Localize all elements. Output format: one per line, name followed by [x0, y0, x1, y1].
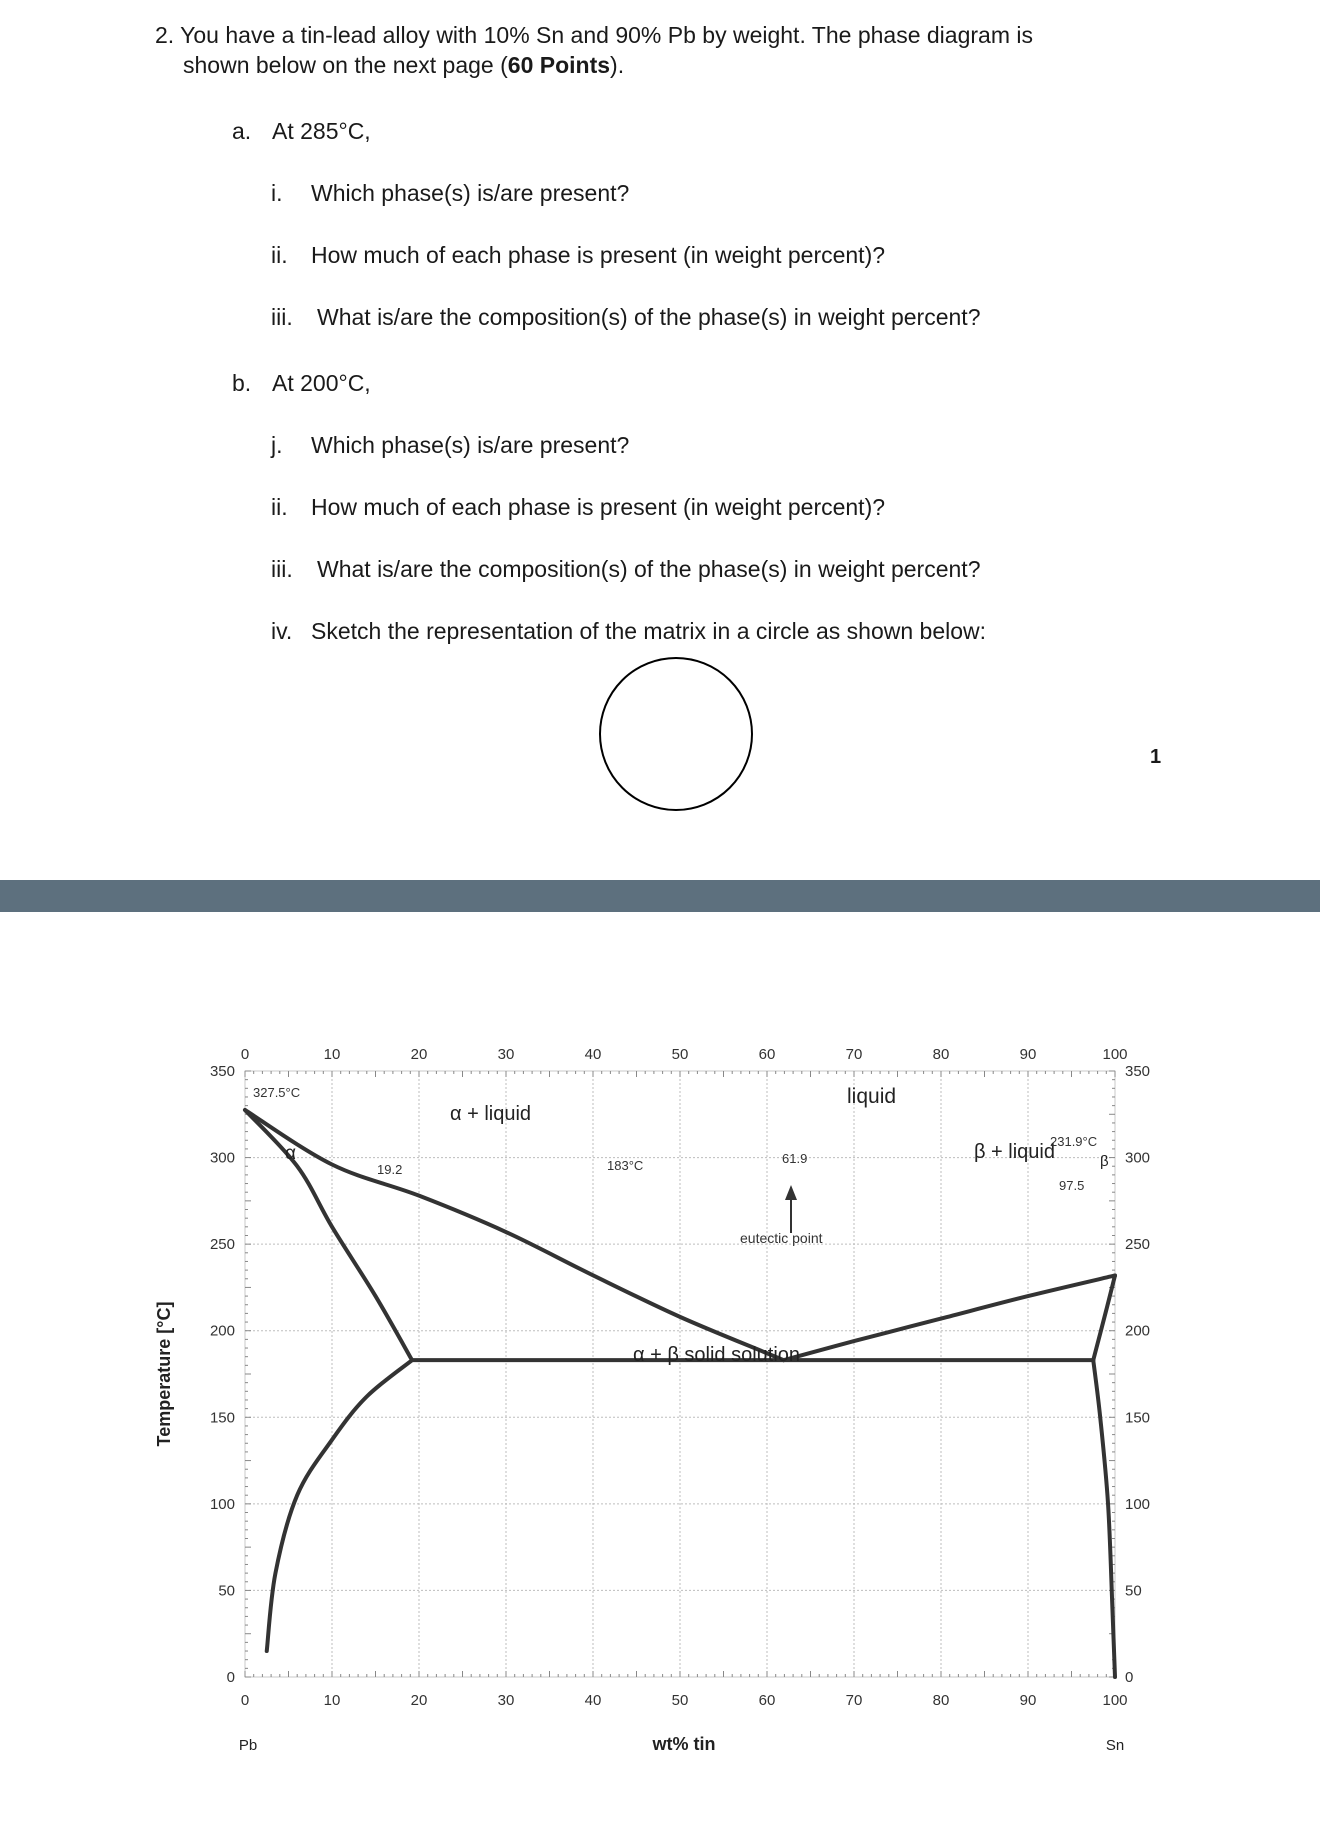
- x-tick-label-bottom: 40: [584, 1692, 602, 1709]
- curve-liquidus-left: [245, 1110, 784, 1360]
- x-axis-label: wt% tin: [652, 1734, 716, 1754]
- x-tick-label-top: 0: [240, 1046, 250, 1063]
- item-marker: iii.: [271, 304, 293, 330]
- y-axis-label: Temperature [°C]: [154, 1301, 174, 1447]
- y-tick-label-left: 0: [226, 1669, 235, 1686]
- x-tick-label-bottom: 50: [671, 1692, 689, 1709]
- curve-solidus-alpha: [245, 1110, 412, 1360]
- page-divider: [0, 880, 1320, 912]
- region-alpha: α: [285, 1143, 296, 1164]
- item-marker: i.: [271, 180, 283, 206]
- curve-solidus-beta: [1093, 1275, 1115, 1360]
- x-tick-label-top: 70: [845, 1046, 863, 1063]
- x-tick-label-top: 60: [758, 1046, 776, 1063]
- phase-diagram: [140, 1030, 1200, 1810]
- curve-liquidus-right: [784, 1275, 1115, 1360]
- x-tick-label-top: 50: [671, 1046, 689, 1063]
- page-number: 1: [1150, 746, 1162, 768]
- region-alpha-liquid: α + liquid: [450, 1103, 532, 1125]
- part-a-item-i: [271, 178, 629, 208]
- region-beta-liquid: β + liquid: [974, 1141, 1055, 1163]
- annot-eutectic-point: eutectic point: [740, 1230, 823, 1246]
- part-b-item-j: [271, 430, 629, 460]
- x-tick-label-bottom: 100: [1102, 1692, 1128, 1709]
- item-text: Sketch the representation of the matrix in a circle as shown below:: [311, 618, 987, 644]
- points-label: 60 Points: [507, 52, 611, 78]
- x-tick-label-top: 20: [410, 1046, 428, 1063]
- region-beta: β: [1100, 1153, 1109, 1170]
- annot-alpha-max: 19.2: [377, 1162, 403, 1177]
- annot-sn-melting: 231.9°C: [1050, 1134, 1098, 1149]
- x-tick-label-top: 10: [323, 1046, 341, 1063]
- y-tick-label-left: 150: [209, 1409, 235, 1427]
- question-intro-line1: 2. You have a tin-lead alloy with 10% Sn and 90% Pb by weight. The phase diagram is: [155, 22, 1033, 48]
- annot-eutectic-temp: 183°C: [607, 1158, 644, 1173]
- region-alpha-beta: α + β solid solution: [633, 1344, 801, 1366]
- y-tick-label-left: 350: [209, 1063, 235, 1080]
- y-tick-label-right: 300: [1125, 1149, 1151, 1167]
- annot-beta-max: 97.5: [1059, 1178, 1085, 1193]
- item-marker: iii.: [271, 556, 293, 582]
- y-tick-label-right: 150: [1125, 1409, 1151, 1427]
- part-a-item-ii: [271, 240, 885, 270]
- eutectic-arrow-head: [785, 1185, 797, 1200]
- item-text: What is/are the composition(s) of the phase(s) in weight percent?: [317, 556, 981, 582]
- intro-line2-post: ).: [610, 52, 625, 78]
- x-tick-label-bottom: 0: [240, 1692, 250, 1709]
- part-b-heading: [232, 368, 371, 398]
- x-tick-label-top: 40: [584, 1046, 602, 1063]
- x-tick-label-top: 90: [1019, 1046, 1037, 1063]
- x-tick-label-bottom: 70: [845, 1692, 863, 1709]
- y-tick-label-right: 50: [1125, 1582, 1142, 1600]
- item-marker: ii.: [271, 242, 288, 268]
- intro-line2-pre: shown below on the next page (: [183, 52, 508, 78]
- x-tick-label-top: 80: [932, 1046, 950, 1063]
- y-tick-label-right: 200: [1125, 1322, 1151, 1340]
- item-text: Which phase(s) is/are present?: [311, 180, 630, 206]
- item-marker: iv.: [271, 618, 293, 644]
- annot-pb-melting: 327.5°C: [253, 1085, 301, 1100]
- part-b-item-ii: [271, 492, 885, 522]
- y-tick-label-right: 250: [1125, 1236, 1151, 1254]
- question-intro-line2: [183, 50, 624, 80]
- x-tick-label-bottom: 90: [1019, 1692, 1037, 1709]
- part-b-text: At 200°C,: [272, 370, 371, 396]
- x-tick-label-bottom: 30: [497, 1692, 515, 1709]
- part-b-item-iv: [271, 616, 986, 646]
- curve-solvus-beta: [1093, 1360, 1115, 1677]
- x-tick-label-top: 100: [1102, 1046, 1128, 1063]
- part-a-item-iii: [271, 302, 981, 332]
- part-b-marker: b.: [232, 370, 252, 396]
- x-end-label-sn: Sn: [1105, 1737, 1125, 1754]
- x-end-label-pb: Pb: [238, 1737, 258, 1754]
- annot-eutectic-comp: 61.9: [782, 1151, 808, 1166]
- x-tick-label-bottom: 20: [410, 1692, 428, 1709]
- matrix-sketch-circle: [596, 654, 756, 814]
- item-text: Which phase(s) is/are present?: [311, 432, 630, 458]
- y-tick-label-right: 0: [1125, 1669, 1134, 1686]
- item-text: What is/are the composition(s) of the phase(s) in weight percent?: [317, 304, 981, 330]
- y-tick-label-left: 50: [218, 1582, 235, 1600]
- item-text: How much of each phase is present (in weight percent)?: [311, 242, 886, 268]
- y-tick-label-left: 100: [209, 1495, 235, 1513]
- part-a-heading: [232, 116, 371, 146]
- y-tick-label-left: 300: [209, 1149, 235, 1167]
- x-tick-label-bottom: 10: [323, 1692, 341, 1709]
- x-tick-label-top: 30: [497, 1046, 515, 1063]
- y-tick-label-right: 100: [1125, 1495, 1151, 1513]
- item-marker: ii.: [271, 494, 288, 520]
- x-tick-label-bottom: 80: [932, 1692, 950, 1709]
- item-marker: j.: [271, 432, 283, 458]
- part-b-item-iii: [271, 554, 981, 584]
- x-tick-label-bottom: 60: [758, 1692, 776, 1709]
- curve-solvus-alpha: [267, 1360, 412, 1651]
- part-a-text: At 285°C,: [272, 118, 371, 144]
- region-liquid: liquid: [847, 1085, 897, 1108]
- y-tick-label-left: 200: [209, 1322, 235, 1340]
- y-tick-label-left: 250: [209, 1236, 235, 1254]
- y-tick-label-right: 350: [1125, 1063, 1151, 1080]
- part-a-marker: a.: [232, 118, 252, 144]
- item-text: How much of each phase is present (in weight percent)?: [311, 494, 886, 520]
